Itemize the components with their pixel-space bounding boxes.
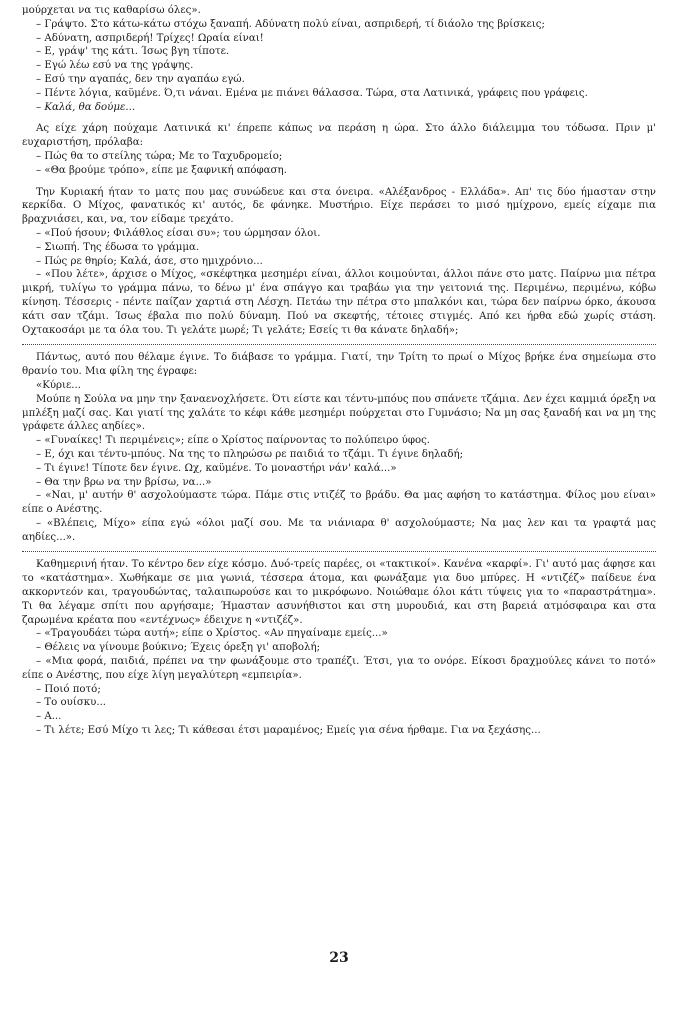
dialogue-line: – Α... [36, 711, 62, 723]
paragraph: Την Κυριακή ήταν το ματς που μας συνώδευε και στα όνειρα. «Αλέξανδρος - Ελλάδα». Απ' τις δύο ήμασταν στην κερκίδα. Ο Μίχος, φανατικός κι' αυτός, δε φάνηκε. Μυστήριο. Είχε περάσει το μισό ημίχρονο, εμείς είχαμε πια βραχνιάσει, και, να, τον είδαμε τρεχάτο. [22, 186, 656, 226]
dialogue-line: – «Τραγουδάει τώρα αυτή»; είπε ο Χρίστος. «Αν πηγαίναμε εμείς...» [36, 628, 388, 640]
dialogue-line: – «Που λέτε», άρχισε ο Μίχος, «σκέφτηκα μεσημέρι είναι, άλλοι κοιμούνται, άλλοι πάνε στο ματς. Παίρνω μια πέτρα μικρή, τυλίγω το γράμμα πάνω, το δένω μ' ένα σπάγγο και τραβάω για την γειτονιά της. Περιμένω, περιμένω, κόβω κίνηση. Τέσσερις - πέντε παίζαν χαρτιά στη Λέσχη. Πετάω την πέτρα στο μπαλκόνι και, τώρα δεν παίρνω όρκο, άκουσα κάτι σαν τζάμι. Ίσως έβαλα πιο πολύ δύναμη. Πού να σκεφτής, τέτοιες στιγμές. Από κει ήρθα εδώ χωρίς στάση. Οχτακοσάρι με τα όλα του. Τι γελάτε μωρέ; Τι γελάτε; Εσείς τι θα κάνατε δηλαδή»; [22, 269, 656, 336]
paragraph-gap [22, 114, 656, 122]
dialogue-line: – «Βλέπεις, Μίχο» είπα εγώ «όλοι μαζί σου. Με τα νιάνιαρα θ' ασχολούμαστε; Να μας λεν και τα γραφτά μας αηδίες...». [22, 517, 656, 543]
body-text [22, 4, 656, 738]
dialogue-line: – «Ναι, μ' αυτήν θ' ασχολούμαστε τώρα. Πάμε στις ντιζέζ το βράδυ. Θα μας αφήση το κατάστημα. Φίλος μου είναι» είπε ο Ανέστης. [22, 490, 656, 516]
dialogue-line: – Ποιό ποτό; [36, 683, 101, 695]
page-number: 23 [329, 950, 349, 966]
dialogue-line: – Καλά, θα δούμε... [36, 101, 136, 113]
dialogue-line: – «Πού ήσουν; Φιλάθλος είσαι συ»; του ώρμησαν όλοι. [36, 227, 321, 239]
dialogue-line: – Τι λέτε; Εσύ Μίχο τι λες; Τι κάθεσαι έτσι μαραμένος; Εμείς για σένα ήρθαμε. Για να ξεχάσης... [36, 725, 541, 737]
dialogue-line: – Σιωπή. Της έδωσα το γράμμα. [36, 241, 200, 253]
dialogue-line: – Ε, γράψ' της κάτι. Ίσως βγη τίποτε. [36, 46, 230, 58]
paragraph: Ας είχε χάρη πούχαμε Λατινικά κι' έπρεπε κάπως να περάση η ώρα. Στο άλλο διάλειμμα του τόδωσα. Πριν μ' ευχαριστήση, πρόλαβα: [22, 123, 656, 149]
dialogue-line: «Κύριε... [36, 379, 82, 391]
dialogue-line: – «Γυναίκες! Τι περιμένεις»; είπε ο Χρίστος παίρνοντας το πολύπειρο ύφος. [36, 435, 431, 447]
dialogue-line: – Πώς θα το στείλης τώρα; Με το Ταχυδρομείο; [36, 150, 283, 162]
dialogue-line: – Θέλεις να γίνουμε βούκινο; Έχεις όρεξη γι' αποβολή; [36, 642, 321, 654]
paragraph: Καθημερινή ήταν. Το κέντρο δεν είχε κόσμο. Δυό-τρείς παρέες, οι «τακτικοί». Κανένα «καρφί». Γι' αυτό μας άφησε και το «κατάστημα». Χωθήκαμε σε μια γωνιά, τέσσερα άτομα, και φωνάξαμε για δυο μπύρες. Η «ντιζέζ» παίδευε ένα ακκορντεόν και, τραγουδώντας, ταλαιπωρούσε και το μικρόφωνο. Νοιώθαμε όλοι κάτι τύψεις για το «παραστράτημα». Τι θα λέγαμε σπίτι που αργήσαμε; Ήμασταν ασυνήθιστοι και στη μυρουδιά, και στη βαρειά ατμόσφαιρα και στα ζαρωμένα κρέατα που «εντέχνως» έδειχνε η «ντιζέζ». [22, 559, 656, 626]
dialogue-line: – Αδύνατη, ασπριδερή! Τρίχες! Ωραία είναι! [36, 32, 264, 44]
dialogue-line: – «Μια φορά, παιδιά, πρέπει να την φωνάξουμε στο τραπέζι. Έτσι, για το ονόρε. Είκοσι δραχμούλες κάνει το ποτό» είπε ο Ανέστης, που είχε λίγη μεγαλύτερη «εμπειρία». [22, 656, 656, 681]
dialogue-line: – «Θα βρούμε τρόπο», είπε με ξαφνική απόφαση. [36, 164, 287, 176]
paragraph: μούρχεται να τις καθαρίσω όλες». [22, 5, 201, 16]
dialogue-line: – Το ουίσκυ... [36, 697, 107, 709]
paragraph: Πάντως, αυτό που θέλαμε έγινε. Το διάβασε το γράμμα. Γιατί, την Τρίτη το πρωί ο Μίχος βρήκε ένα σημείωμα στο θρανίο του. Μια φίλη της έγραφε: [22, 352, 656, 378]
dialogue-line: – Εγώ λέω εσύ να της γράψης. [36, 60, 194, 72]
dialogue-line: – Ε, όχι και τέντυ-μπόυς. Να της το πληρώσω ρε παιδιά το τζάμι. Τι έγινε δηλαδή; [36, 448, 464, 460]
section-separator [22, 344, 656, 345]
paragraph-gap [22, 178, 656, 186]
dialogue-line: – Θα την βρω να την βρίσω, να...» [36, 476, 212, 488]
dialogue-line: – Πέντε λόγια, καϋμένε. Ό,τι νάναι. Εμένα με πιάνει θάλασσα. Τώρα, στα Λατινικά, γράφεις που γράφεις. [36, 87, 588, 99]
paragraph: Μούπε η Σούλα να μην την ξαναενοχλήσετε. Ότι είστε και τέντυ-μπόυς που σπάνετε τζάμια. Δεν έχει καμμιά όρεξη να μπλέξη μαζί σας. Και γιατί της χαλάτε το κέφι κάθε μεσημέρι πούρχεται στο Γυμνάσιο; Να μη σας ξαναδή και να μη της γράφετε άλλες αηδίες». [22, 393, 656, 433]
dialogue-line: – Γράψτο. Στο κάτω-κάτω στόχω ξαναπή. Αδύνατη πολύ είναι, ασπριδερή, τί διάολο της βρίσκεις; [36, 18, 545, 30]
dialogue-line: – Εσύ την αγαπάς, δεν την αγαπάω εγώ. [36, 73, 245, 85]
dialogue-line: – Πώς ρε θηρίο; Καλά, άσε, στο ημιχρόνιο... [36, 255, 263, 267]
dialogue-line: – Τι έγινε! Τίποτε δεν έγινε. Ωχ, καϋμένε. Το μοναστήρι νάν' καλά...» [36, 462, 397, 474]
section-separator [22, 551, 656, 552]
